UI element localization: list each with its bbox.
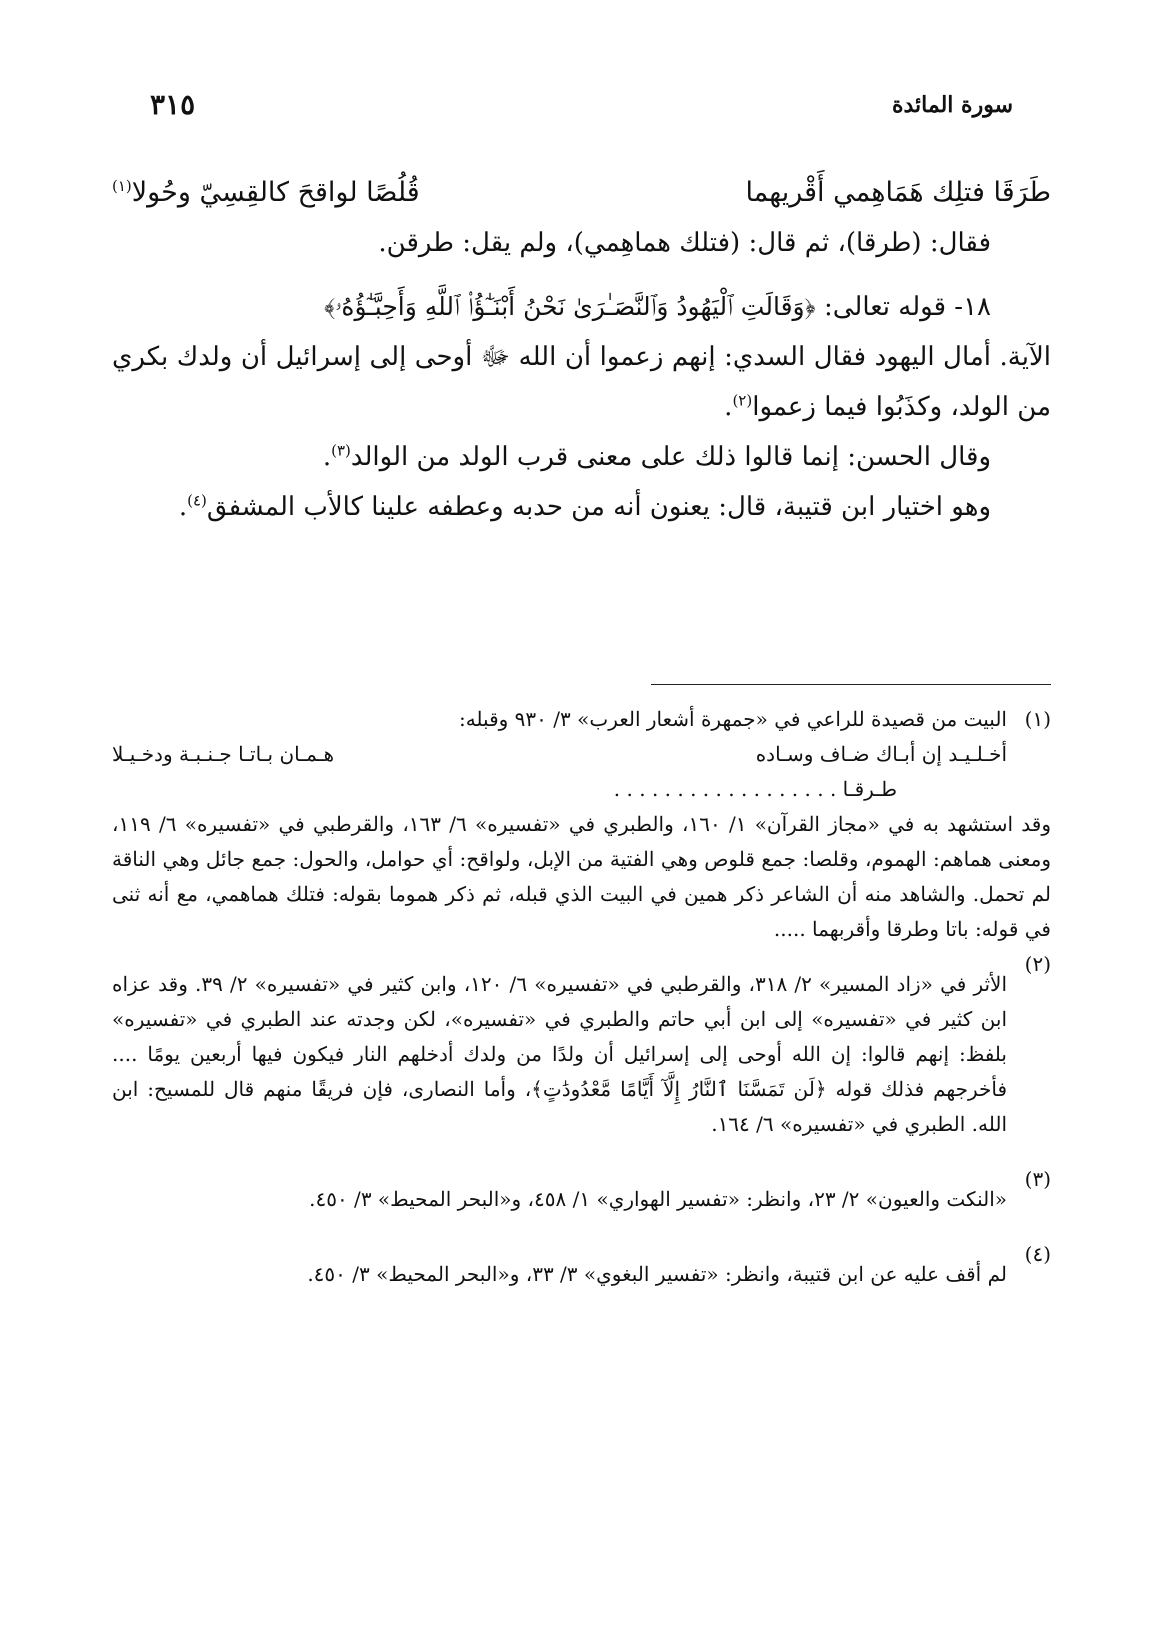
poetry-verse bbox=[112, 168, 1051, 218]
poem-tail: طـرقـا . . . . . . . . . . . . . . . . . . bbox=[613, 777, 897, 801]
footnote-text: «النكت والعيون» ٢/ ٢٣، وانظر: «تفسير الهواري» ١/ ٤٥٨، و«البحر المحيط» ٣/ ٤٥٠. bbox=[309, 1187, 1007, 1211]
footnote-text: وقد استشهد به في «مجاز القرآن» ١/ ١٦٠، والطبري في «تفسيره» ٦/ ١٦٣، والقرطبي في «تفسيره» ٦/ ١١٩، ومعنى هماهم: الهموم، وقلصا: جمع قلوص وهي الفتية من الإبل، ولواقح: أي حوامل، والحول: جمع جائل وهي الناقة لم تحمل. والشاهد منه أن الشاعر ذكر همين في البيت الذي قبله، ثم ذكر هموما بقوله: فتلك هماهمي، مع أنه ثنى في قوله: باتا وطرقا وأقربهما ..... bbox=[112, 812, 1051, 941]
verse-second-half: قُلُصًا لواقحَ كالقِسِيّ وحُولا$^{(١)}$ bbox=[112, 177, 420, 208]
footnote-ref[interactable]: (٣) bbox=[331, 441, 351, 460]
footnote-ref[interactable]: (١) bbox=[112, 177, 132, 195]
footnote-text: لم أقف عليه عن ابن قتيبة، وانظر: «تفسير البغوي» ٣/ ٣٣، و«البحر المحيط» ٣/ ٤٥٠. bbox=[307, 1262, 1007, 1286]
footnote-ref[interactable]: (٤) bbox=[187, 491, 207, 510]
quran-verse: ﴿لَن تَمَسَّنَا ٱلنَّارُ إِلَّآ أَيَّامًا مَّعْدُودَٰتٍ﴾ bbox=[531, 1077, 827, 1101]
footnote-number: (١) bbox=[1024, 707, 1051, 731]
footnote-poem bbox=[112, 737, 1007, 772]
paragraph: وقال الحسن: إنما قالوا ذلك على معنى قرب الولد من الوالد$^{(٣)}$. bbox=[322, 441, 991, 472]
footnote-3 bbox=[112, 1162, 1051, 1237]
footnote-text: الأثر في «زاد المسير» ٢/ ٣١٨، والقرطبي في «تفسيره» ٦/ ١٢٠، وابن كثير في «تفسيره» ٢/ ٣٩. وقد عزاه ابن كثير في «تفسيره» إلى ابن أبي حاتم والطبري في «تفسيره»، لكن وجدته عند الطبري في «تفسيره» بلفظ: إنهم قالوا: إن الله أوحى إلى إسرائيل أن ولدًا من ولدك أدخلهم النار فيكون فيها أربعين يومًا .... فأخرجهم فذلك قوله ﴿لَن تَمَسَّنَا ٱلنَّارُ إِلَّآ أَيَّامًا مَّعْدُودَٰتٍ﴾، وأما النصارى، فإن فريقًا منهم قال للمسيح: ابن الله. الطبري في «تفسيره» ٦/ ١٦٤. bbox=[112, 972, 1008, 1136]
footnote-divider bbox=[651, 684, 1051, 685]
main-text bbox=[112, 168, 1051, 532]
footnote-ref[interactable]: (٢) bbox=[732, 391, 753, 410]
quran-verse: ﴿وَقَالَتِ ٱلْيَهُودُ وَٱلنَّصَـٰرَىٰ نَحْنُ أَبْنَـٰٓؤُا۟ ٱللَّهِ وَأَحِبَّـٰٓؤُهُۥ﴾ bbox=[324, 292, 816, 321]
footnote-2 bbox=[112, 947, 1051, 1162]
footnotes bbox=[112, 702, 1051, 1312]
paragraph: فقال: (طرقا)، ثم قال: (فتلك هماهِمي)، ولم يقل: طرقن. bbox=[378, 228, 991, 258]
footnote-number: (٣) bbox=[1024, 1167, 1051, 1191]
footnote-number: (٢) bbox=[1024, 952, 1051, 976]
footnote-text: البيت من قصيدة للراعي في «جمهرة أشعار العرب» ٣/ ٩٣٠ وقبله: bbox=[458, 707, 1007, 731]
verse-first-half: طَرَقَا فتلِك هَمَاهِمي أَقْريهما bbox=[745, 177, 1051, 208]
page-number: ٣١٥ bbox=[150, 88, 196, 121]
running-title: سورة المائدة bbox=[891, 92, 1013, 118]
footnote-4 bbox=[112, 1237, 1051, 1312]
footnote-1 bbox=[112, 702, 1051, 807]
poem-first-half: أخـلـيـد إن أبـاك ضـاف وسـاده bbox=[755, 742, 1007, 766]
poem-second-half: هـمـان بـاتـا جـنـبـة ودخـيـلا bbox=[112, 742, 335, 766]
paragraph: ١٨- قوله تعالى: ﴿وَقَالَتِ ٱلْيَهُودُ وَٱلنَّصَـٰرَىٰ نَحْنُ أَبْنَـٰٓؤُا۟ ٱللَّهِ وَأَحِبَّـٰٓؤُهُۥ﴾ bbox=[324, 292, 991, 322]
paragraph: وهو اختيار ابن قتيبة، قال: يعنون أنه من حدبه وعطفه علينا كالأب المشفق$^{(٤)}$. bbox=[178, 491, 991, 522]
footnote-number: (٤) bbox=[1024, 1242, 1051, 1266]
paragraph: الآية. أمال اليهود فقال السدي: إنهم زعموا أن الله ﷻ أوحى إلى إسرائيل أن ولدك بكري من الولد، وكذَبُوا فيما زعموا$^{(٢)}$. bbox=[112, 342, 1051, 422]
page-header bbox=[150, 88, 1013, 128]
